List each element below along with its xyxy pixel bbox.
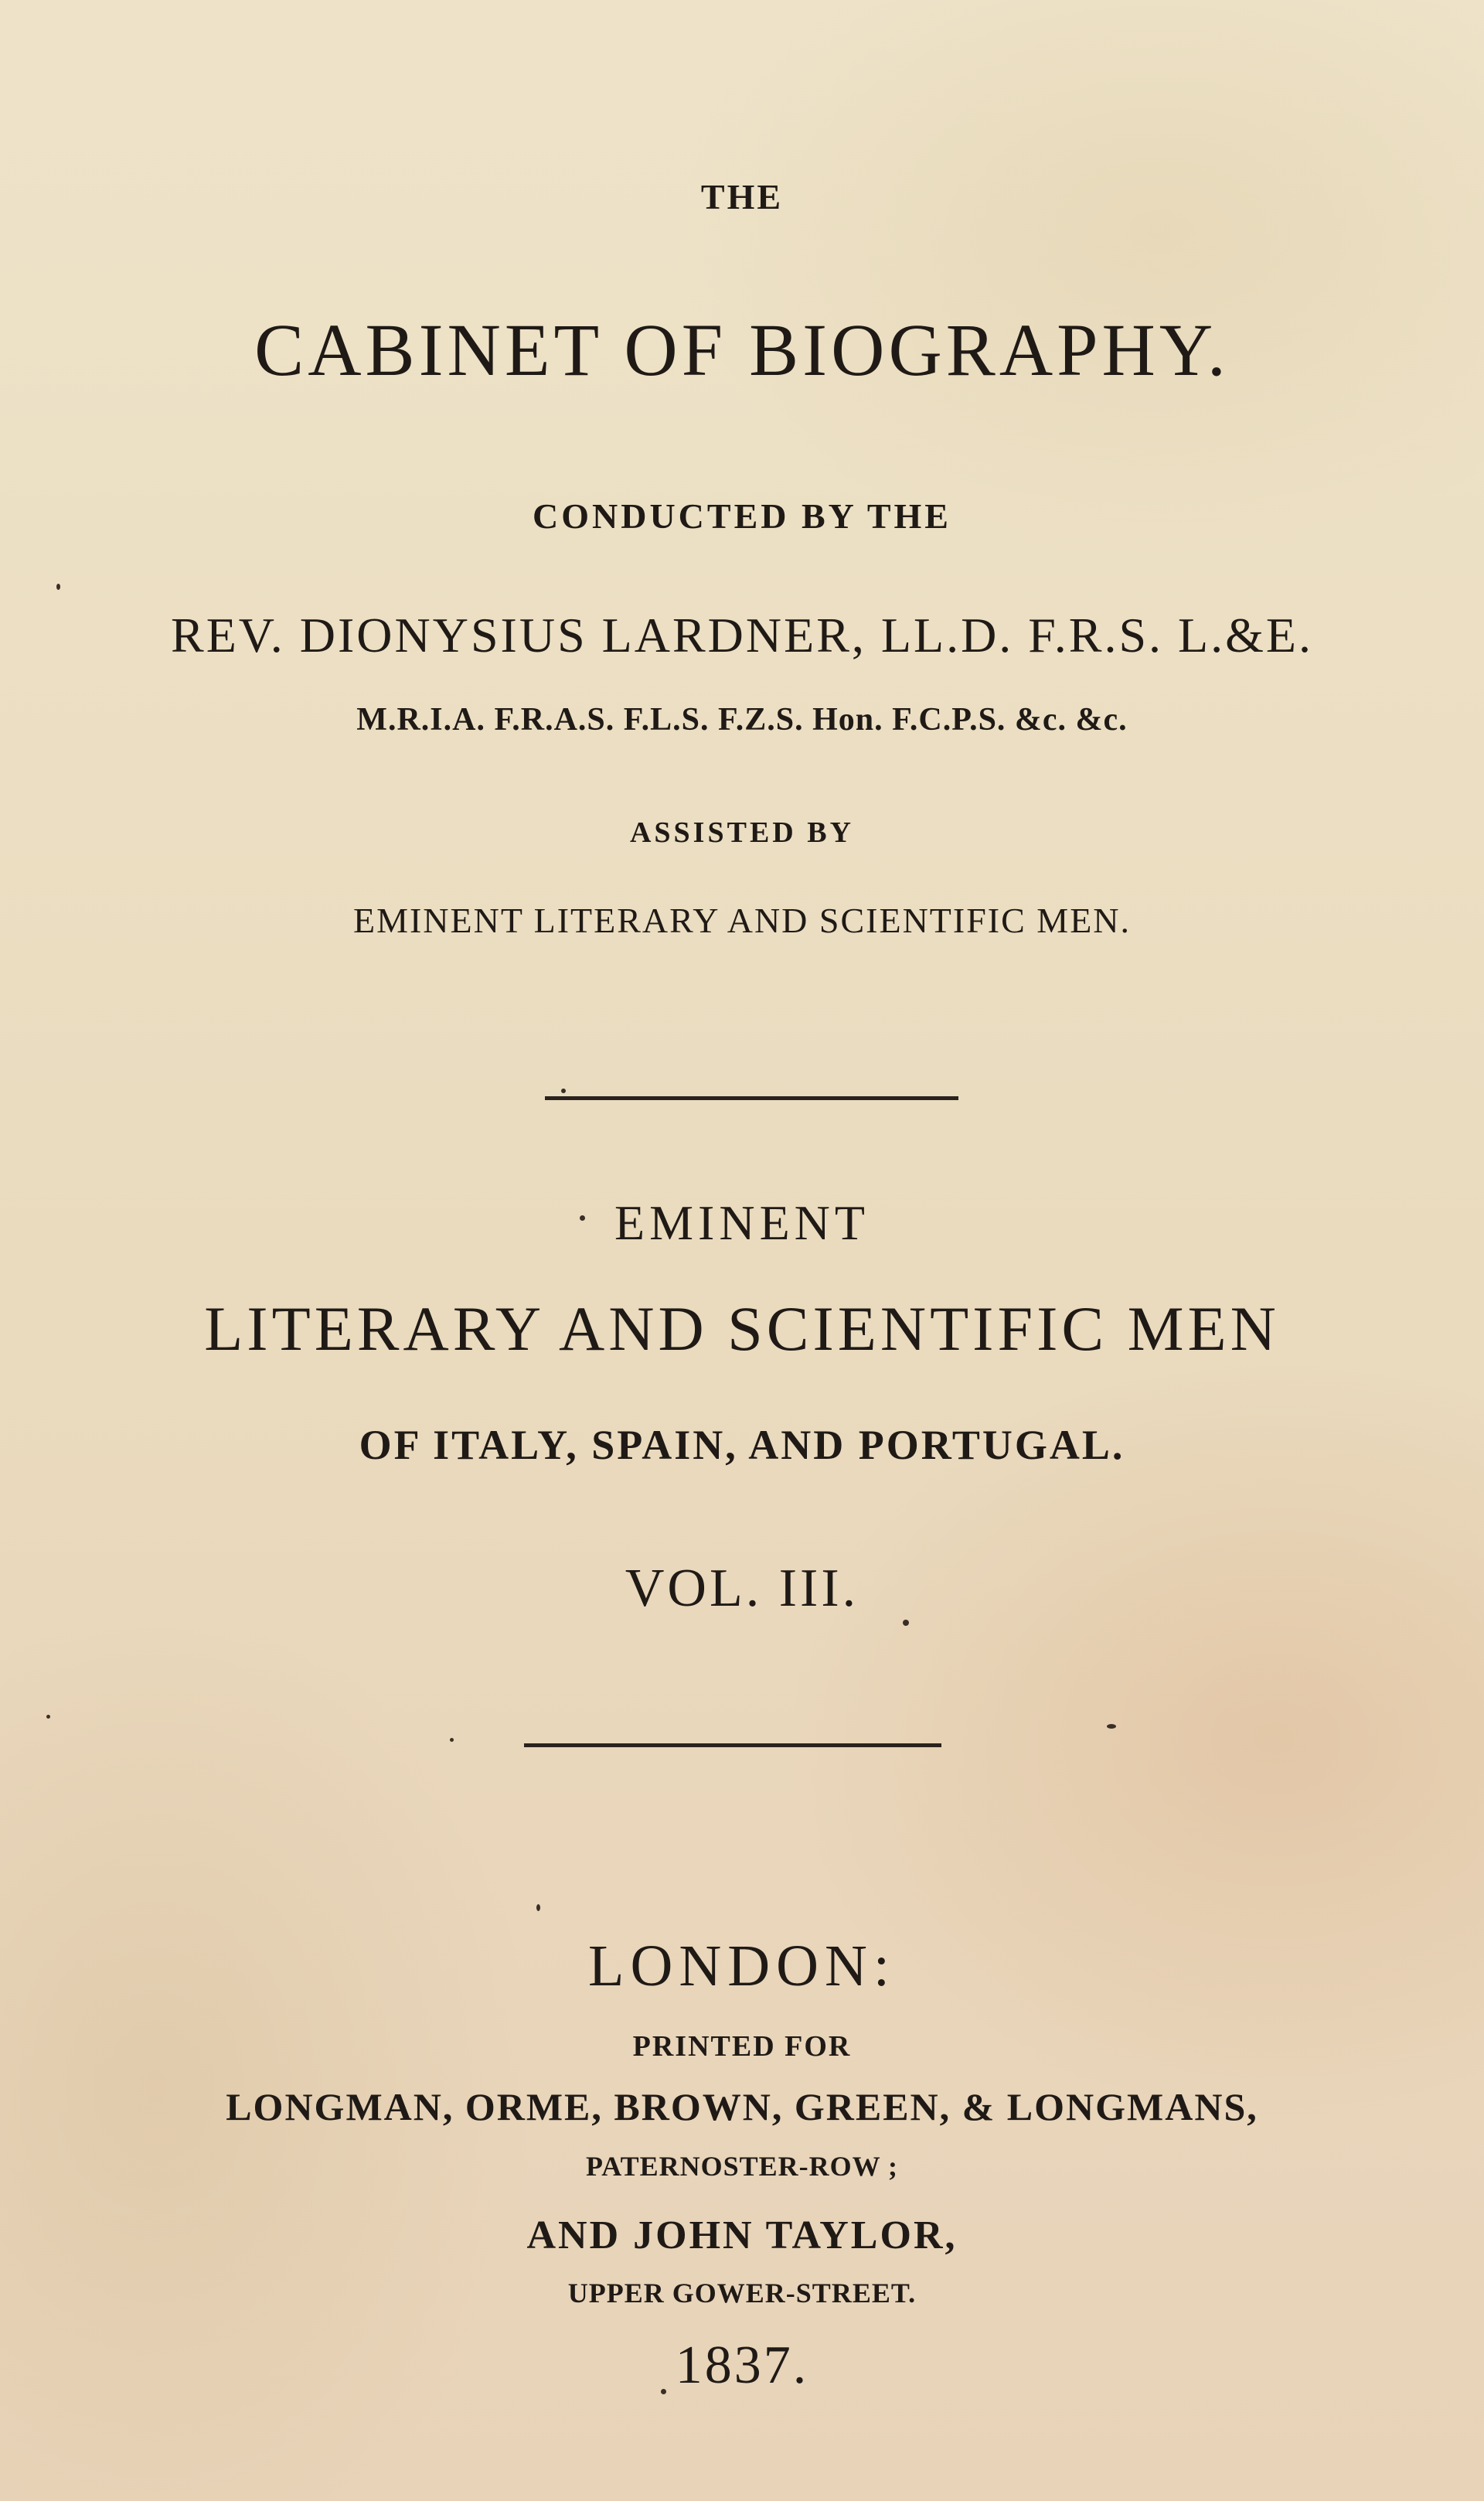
series-the: THE (700, 177, 784, 216)
publisher-address: PATERNOSTER-ROW ; (585, 2151, 899, 2182)
assisted-by: ASSISTED BY (629, 816, 855, 849)
second-publisher: AND JOHN TAYLOR, (526, 2213, 958, 2257)
paper-speck (1107, 1724, 1116, 1729)
divider-rule-top (545, 1096, 958, 1100)
editor-name: REV. DIONYSIUS LARDNER, LL.D. F.R.S. L.&E. (171, 608, 1313, 663)
volume-number: VOL. III. (625, 1559, 859, 1618)
conducted-by: CONDUCTED BY THE (533, 496, 951, 536)
paper-speck (450, 1738, 454, 1742)
divider-rule-bottom (524, 1743, 941, 1747)
assistants: EMINENT LITERARY AND SCIENTIFIC MEN. (352, 901, 1132, 940)
work-title: LITERARY AND SCIENTIFIC MEN (204, 1293, 1280, 1364)
paper-speck (580, 1215, 585, 1221)
work-eminent: EMINENT (614, 1195, 870, 1250)
paper-speck (661, 2389, 666, 2394)
paper-speck (56, 584, 60, 590)
second-publisher-address: UPPER GOWER-STREET. (567, 2278, 917, 2308)
paper-speck (536, 1904, 540, 1911)
printed-for: PRINTED FOR (632, 2030, 852, 2063)
editor-credentials: M.R.I.A. F.R.A.S. F.L.S. F.Z.S. Hon. F.C.P.S. &c. &c. (356, 702, 1128, 738)
paper-speck (903, 1620, 909, 1626)
work-subtitle: OF ITALY, SPAIN, AND PORTUGAL. (359, 1422, 1125, 1468)
imprint-city: LONDON: (588, 1934, 896, 1998)
publishers: LONGMAN, ORME, BROWN, GREEN, & LONGMANS, (226, 2085, 1258, 2128)
imprint-year: 1837. (675, 2336, 809, 2395)
paper-speck (561, 1089, 566, 1093)
series-title: CABINET OF BIOGRAPHY. (254, 308, 1230, 391)
paper-speck (46, 1715, 50, 1719)
